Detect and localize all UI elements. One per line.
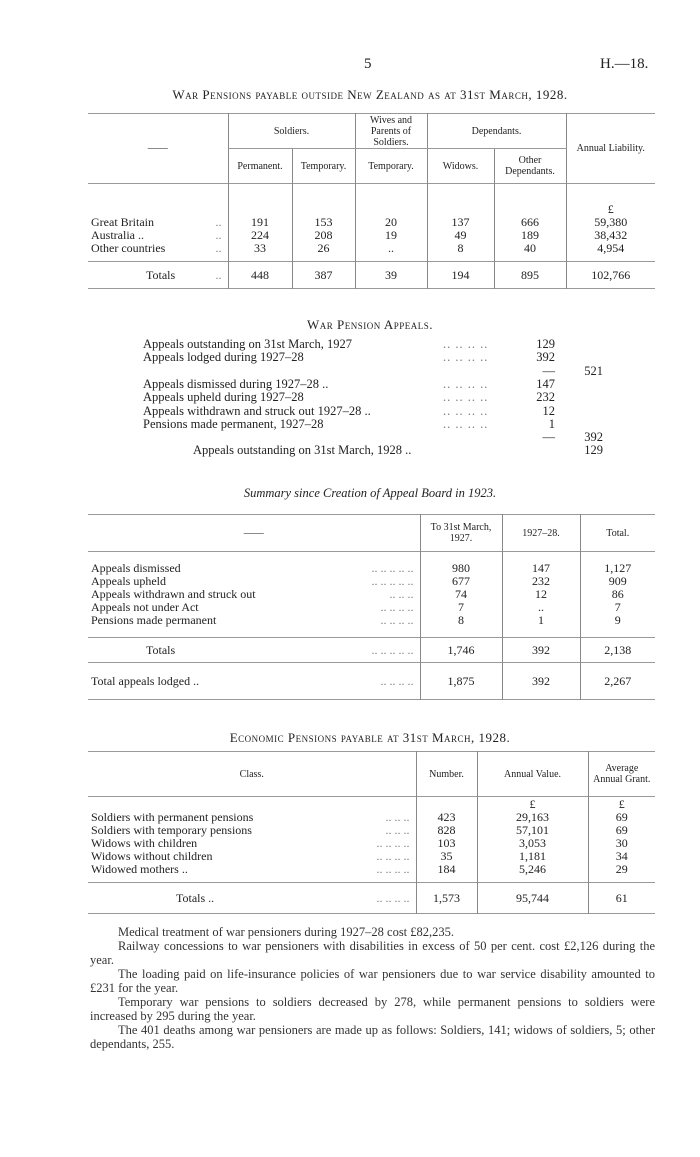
note-paragraph: Railway concessions to war pensioners with disabilities in excess of 50 per cent. cost £2,126 during the year. [90, 939, 655, 967]
appeals-value: 392 [536, 350, 555, 365]
cell-value: 69 [588, 824, 655, 837]
note-paragraph: The loading paid on life-insurance policies of war pensioners due to war service disability amounted to £231 for the year. [90, 967, 655, 995]
cell-value: 61 [588, 883, 655, 914]
cell-value: 95,744 [477, 883, 588, 914]
dot-leader: .. .. .. .. [443, 416, 489, 431]
cell-value: 4,954 [566, 242, 655, 255]
table-row [88, 229, 655, 242]
cell-value: 34 [588, 850, 655, 863]
appeals-subtotal: 392 [584, 430, 603, 445]
notes-paragraphs [90, 925, 655, 1051]
dot-leader: .. .. .. .. [380, 600, 414, 614]
header-annual-liability: Annual Liability. [566, 114, 655, 184]
cell-value: 677 [420, 575, 502, 588]
cell-value: 9 [580, 614, 655, 627]
appeals-row [143, 350, 603, 364]
stub-header: —— [243, 527, 264, 539]
cell-value: 1,875 [420, 663, 502, 700]
row-label-cell [88, 663, 420, 700]
appeals-row [143, 377, 603, 391]
appeals-value: 1 [548, 416, 555, 431]
appeals-row [143, 390, 603, 404]
cell-value: 3,053 [477, 837, 588, 850]
row-label: Great Britain [91, 215, 154, 229]
appeal-board-summary-table [88, 514, 655, 700]
cell-value: 103 [416, 837, 477, 850]
appeals-label: Appeals outstanding on 31st March, 1927 [143, 337, 353, 351]
cell-value: 69 [588, 811, 655, 824]
header-temporary: Temporary. [292, 149, 355, 184]
cell-value: 147 [502, 562, 580, 575]
dot-leader: .. .. .. .. [376, 890, 410, 905]
dot-leader: .. [215, 241, 222, 255]
dot-leader: .. [215, 228, 222, 242]
row-label: Appeals dismissed [91, 561, 181, 575]
appeals-value: 232 [536, 390, 555, 405]
appeals-label: Appeals withdrawn and struck out 1927–28 .. [143, 403, 371, 418]
row-label: Appeals withdrawn and struck out [91, 587, 256, 601]
row-label: Total appeals lodged .. [91, 673, 200, 688]
dot-leader: .. .. .. .. [380, 673, 414, 688]
dot-leader: .. .. .. .. [380, 613, 414, 627]
dot-leader: .. [215, 215, 222, 229]
appeals-title: War Pension Appeals. [307, 317, 433, 332]
appeals-label: Appeals dismissed during 1927–28 .. [143, 376, 329, 391]
header-number: Number. [416, 752, 477, 797]
currency-symbol: £ [588, 797, 655, 812]
group-header-wives-parents: Wives and Parents of Soldiers. [355, 114, 427, 149]
row-label: Widowed mothers .. [91, 862, 188, 876]
cell-value: 49 [427, 229, 494, 242]
cell-value: 666 [494, 216, 566, 229]
appeals-row [143, 364, 603, 378]
cell-value: 74 [420, 588, 502, 601]
currency-symbol: £ [566, 184, 655, 217]
appeals-row [143, 404, 603, 418]
cell-value: 153 [292, 216, 355, 229]
table-row [88, 614, 655, 627]
row-label-cell [88, 262, 228, 289]
cell-value: 7 [420, 601, 502, 614]
table3-title: Economic Pensions payable at 31st March, 1928. [229, 730, 511, 745]
cell-value: 392 [502, 638, 580, 663]
appeals-value: 12 [542, 403, 555, 418]
row-label: Widows with children [91, 836, 198, 850]
dot-leader: .. .. .. .. .. [371, 574, 414, 588]
dot-leader: .. .. .. [389, 587, 414, 601]
appeals-label: Pensions made permanent, 1927–28 [143, 416, 324, 431]
cell-value: 35 [416, 850, 477, 863]
cell-value: 20 [355, 216, 427, 229]
row-label: Appeals upheld [91, 574, 166, 588]
header-to-31-march-1927: To 31st March, 1927. [420, 515, 502, 552]
cell-value: 102,766 [566, 262, 655, 289]
cell-value: 191 [228, 216, 292, 229]
cell-value: 909 [580, 575, 655, 588]
cell-value: .. [502, 601, 580, 614]
cell-value: 184 [416, 863, 477, 876]
dot-leader: .. .. .. .. .. [371, 561, 414, 575]
row-label: Totals [146, 642, 176, 657]
row-label-cell [88, 883, 416, 914]
note-paragraph: Temporary war pensions to soldiers decreased by 278, while permanent pensions to soldiers were increased by 295 during the year. [90, 995, 655, 1023]
cell-value: 980 [420, 562, 502, 575]
cell-value: 26 [292, 242, 355, 255]
document-reference: H.—18. [600, 56, 649, 72]
cell-value: 828 [416, 824, 477, 837]
totals-row [88, 883, 655, 914]
cell-value: 194 [427, 262, 494, 289]
appeals-final-value: 129 [584, 443, 603, 458]
dot-leader: .. .. .. .. [376, 849, 410, 863]
cell-value: 19 [355, 229, 427, 242]
header-1927-28: 1927–28. [502, 515, 580, 552]
cell-value: 8 [427, 242, 494, 255]
row-label: Totals .. [176, 890, 215, 905]
cell-value: 392 [502, 663, 580, 700]
appeals-row [143, 417, 603, 431]
cell-value: 224 [228, 229, 292, 242]
page-number: 5 [364, 56, 372, 72]
header-other-dependants: Other Dependants. [494, 149, 566, 184]
currency-symbol: £ [477, 797, 588, 812]
currency-row [88, 184, 655, 217]
cell-value: 2,267 [580, 663, 655, 700]
group-header-dependants: Dependants. [427, 114, 566, 149]
dot-leader: .. .. .. .. [443, 390, 489, 405]
cell-value: 5,246 [477, 863, 588, 876]
cell-value: 30 [588, 837, 655, 850]
cell-value: 86 [580, 588, 655, 601]
appeals-row [143, 430, 603, 444]
dot-leader: .. [215, 267, 222, 282]
cell-value: 57,101 [477, 824, 588, 837]
cell-value: 448 [228, 262, 292, 289]
cell-value: 29 [588, 863, 655, 876]
table-row [88, 216, 655, 229]
row-label: Pensions made permanent [91, 613, 217, 627]
cell-value: 895 [494, 262, 566, 289]
cell-value: 12 [502, 588, 580, 601]
note-paragraph: Medical treatment of war pensioners during 1927–28 cost £82,235. [118, 925, 455, 939]
row-label: Appeals not under Act [91, 600, 199, 614]
cell-value: 40 [494, 242, 566, 255]
dot-leader: .. .. .. .. [443, 403, 489, 418]
appeals-value: — [542, 430, 555, 445]
currency-row [88, 797, 655, 812]
cell-value: 208 [292, 229, 355, 242]
dot-leader: .. .. .. .. [443, 337, 489, 351]
cell-value: 189 [494, 229, 566, 242]
economic-pensions-table [88, 751, 655, 914]
cell-value: 423 [416, 811, 477, 824]
header-widows: Widows. [427, 149, 494, 184]
row-label: Australia .. [91, 228, 144, 242]
table-row [88, 863, 655, 876]
row-label: Widows without children [91, 849, 213, 863]
appeals-subtotal: 521 [584, 363, 603, 378]
cell-value: 38,432 [566, 229, 655, 242]
cell-value: 2,138 [580, 638, 655, 663]
dot-leader: .. .. .. .. [443, 350, 489, 365]
cell-value: 137 [427, 216, 494, 229]
cell-value: 1 [502, 614, 580, 627]
appeals-label: Appeals upheld during 1927–28 [143, 390, 304, 405]
appeals-value: 129 [536, 337, 555, 351]
dot-leader: .. .. .. [385, 810, 410, 824]
row-label: Other countries [91, 241, 166, 255]
row-label-cell [88, 638, 420, 663]
appeals-final-row [143, 443, 603, 457]
group-header-soldiers: Soldiers. [228, 114, 355, 149]
cell-value: .. [355, 242, 427, 255]
cell-value: 232 [502, 575, 580, 588]
totals-row [88, 638, 655, 663]
cell-value: 1,127 [580, 562, 655, 575]
appeals-value: 147 [536, 376, 555, 391]
row-label-cell [88, 614, 420, 627]
dot-leader: .. .. .. [385, 823, 410, 837]
cell-value: 1,573 [416, 883, 477, 914]
appeals-label: Appeals outstanding on 31st March, 1928 .. [193, 443, 412, 458]
table1-title: War Pensions payable outside New Zealand as at 31st March, 1928. [172, 87, 568, 102]
dot-leader: .. .. .. .. [443, 376, 489, 391]
row-label-cell [88, 863, 416, 876]
header-permanent: Permanent. [228, 149, 292, 184]
row-label: Soldiers with temporary pensions [91, 823, 252, 837]
dot-leader: .. .. .. .. .. [371, 642, 414, 657]
war-pensions-outside-nz-table [88, 113, 655, 289]
header-annual-value: Annual Value. [477, 752, 588, 797]
row-label: Soldiers with permanent pensions [91, 810, 254, 824]
table-row [88, 242, 655, 255]
dot-leader: .. .. .. .. [376, 862, 410, 876]
appeals-value: — [542, 363, 555, 378]
header-wives-temporary: Temporary. [355, 149, 427, 184]
cell-value: 1,181 [477, 850, 588, 863]
header-total: Total. [580, 515, 655, 552]
note-paragraph: The 401 deaths among war pensioners are made up as follows: Soldiers, 141; widows of soldiers, 5; other dependants, 255. [90, 1023, 655, 1051]
header-class: Class. [239, 768, 264, 780]
appeals-row [143, 337, 603, 351]
cell-value: 8 [420, 614, 502, 627]
totals-row [88, 262, 655, 289]
appeals-label: Appeals lodged during 1927–28 [143, 350, 304, 365]
row-label: Totals [146, 267, 176, 282]
cell-value: 1,746 [420, 638, 502, 663]
cell-value: 387 [292, 262, 355, 289]
cell-value: 39 [355, 262, 427, 289]
dot-leader: .. .. .. .. [376, 836, 410, 850]
cell-value: 29,163 [477, 811, 588, 824]
total-lodged-row [88, 663, 655, 700]
cell-value: 33 [228, 242, 292, 255]
header-average-annual-grant: Average Annual Grant. [588, 752, 655, 797]
table2-title: Summary since Creation of Appeal Board in 1923. [243, 486, 497, 500]
cell-value: 59,380 [566, 216, 655, 229]
stub-header: —— [147, 143, 168, 154]
row-label-cell [88, 242, 228, 255]
cell-value: 7 [580, 601, 655, 614]
